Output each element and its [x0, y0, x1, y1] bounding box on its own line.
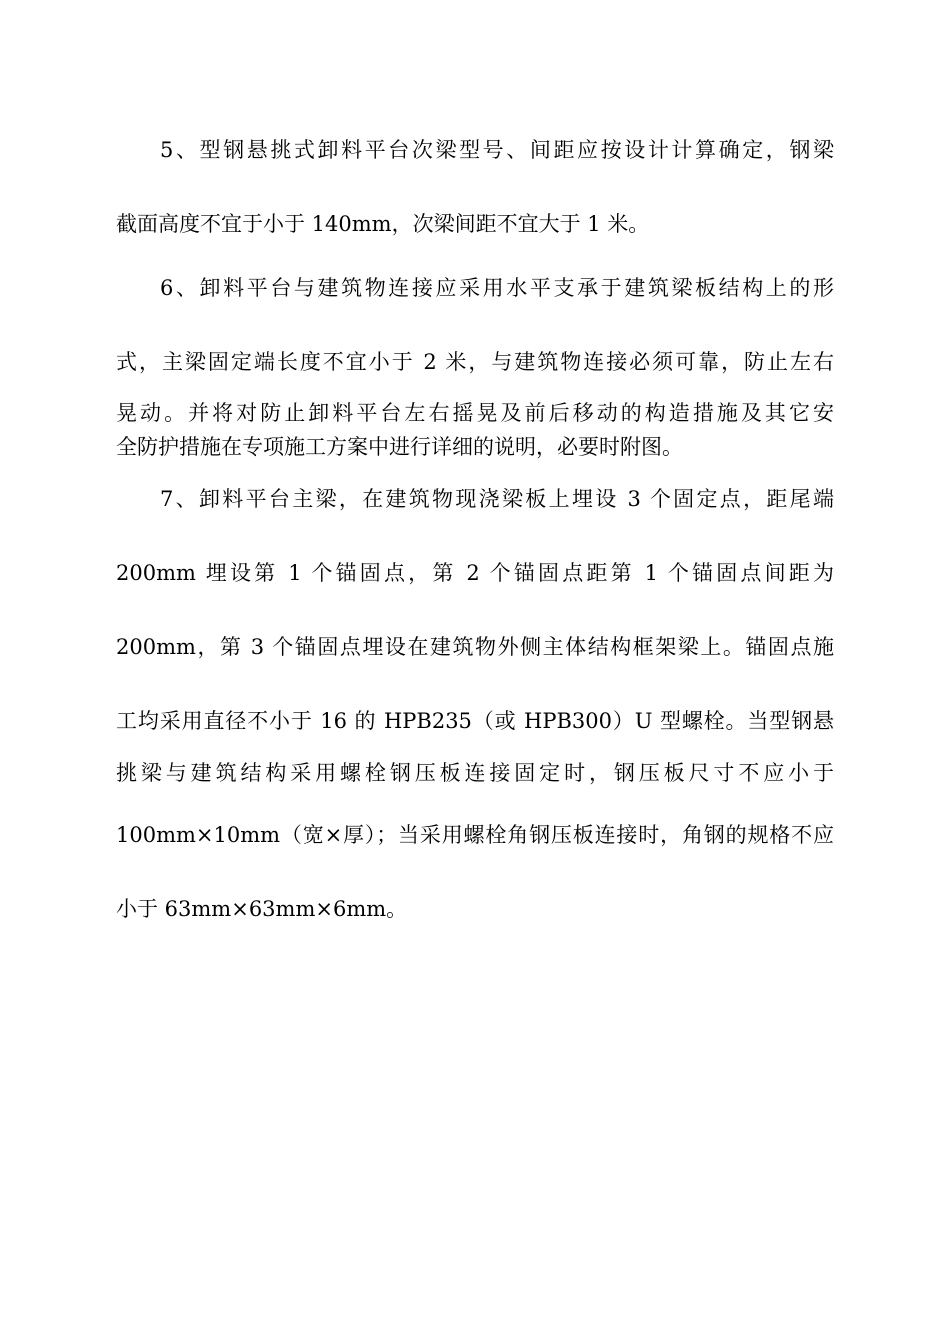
paragraph-7-line-1: 7、卸料平台主梁，在建筑物现浇梁板上埋设 3 个固定点，距尾端: [160, 487, 834, 511]
paragraph-7-line-3: 200mm，第 3 个锚固点埋设在建筑物外侧主体结构框架梁上。锚固点施: [116, 635, 834, 659]
paragraph-7-line-4: 工均采用直径不小于 16 的 HPB235（或 HPB300）U 型螺栓。当型钢悬: [116, 709, 834, 733]
paragraph-7-line-2: 200mm 埋设第 1 个锚固点，第 2 个锚固点距第 1 个锚固点间距为: [116, 561, 834, 585]
paragraph-7-line-7: 小于 63mm×63mm×6mm。: [116, 897, 408, 921]
paragraph-6-line-1: 6、卸料平台与建筑物连接应采用水平支承于建筑梁板结构上的形: [160, 276, 834, 300]
paragraph-7-line-6: 100mm×10mm（宽×厚）；当采用螺栓角钢压板连接时，角钢的规格不应: [116, 823, 834, 847]
paragraph-6-line-3: 晃动。并将对防止卸料平台左右摇晃及前后移动的构造措施及其它安: [116, 401, 834, 425]
paragraph-5-line-1: 5、型钢悬挑式卸料平台次梁型号、间距应按设计计算确定，钢梁: [160, 138, 834, 162]
paragraph-7-line-5: 挑梁与建筑结构采用螺栓钢压板连接固定时，钢压板尺寸不应小于: [116, 761, 834, 785]
paragraph-6-line-2: 式，主梁固定端长度不宜小于 2 米，与建筑物连接必须可靠，防止左右: [116, 350, 834, 374]
paragraph-5-line-2: 截面高度不宜于小于 140mm，次梁间距不宜大于 1 米。: [116, 212, 650, 236]
paragraph-6-line-4: 全防护措施在专项施工方案中进行详细的说明，必要时附图。: [116, 435, 683, 459]
